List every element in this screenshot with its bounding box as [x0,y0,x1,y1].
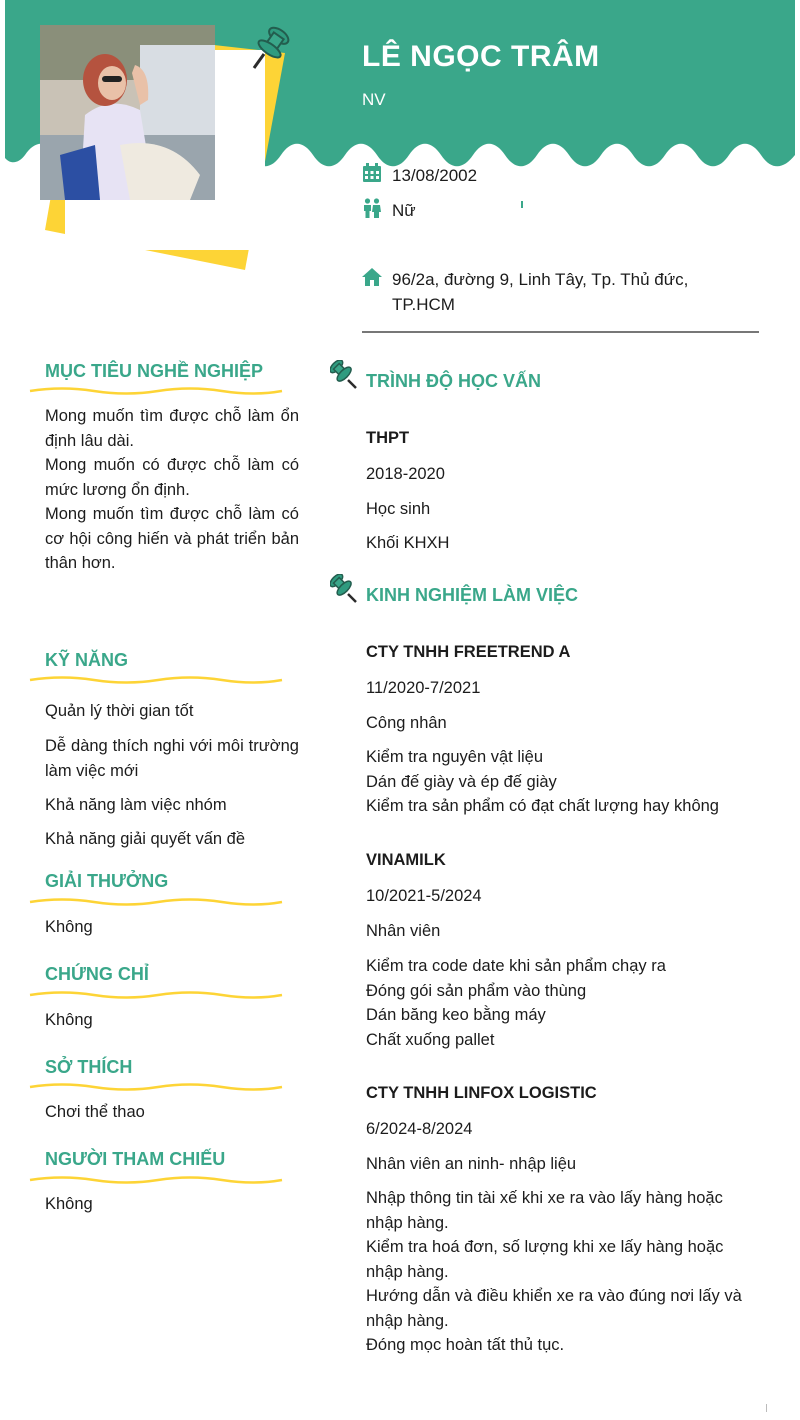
heading-underline [28,989,284,1001]
education-role: Học sinh [366,500,431,518]
education-period: 2018-2020 [366,465,445,483]
pushpin-icon [330,360,360,390]
skill-item: Quản lý thời gian tốt [45,702,194,720]
skill-item: Khả năng làm việc nhóm [45,796,227,814]
job-duty: Kiểm tra sản phẩm có đạt chất lượng hay không [366,797,719,815]
gender-value: Nữ [392,201,416,220]
job-duties [366,745,756,819]
job-duty: Hướng dẫn và điều khiển xe ra vào đúng nơi lấy và nhập hàng. [366,1287,742,1330]
heading-underline [28,674,284,686]
job-company: CTY TNHH LINFOX LOGISTIC [366,1084,597,1102]
job-duty: Kiểm tra hoá đơn, số lượng khi xe lấy hàng hoặc nhập hàng. [366,1238,724,1281]
objective-text [45,404,299,576]
awards-heading: GIẢI THƯỞNG [45,871,169,891]
experience-heading: KINH NGHIỆM LÀM VIỆC [366,585,579,605]
address-value: 96/2a, đường 9, Linh Tây, Tp. Thủ đức, TP.HCM [392,270,689,314]
certificates-value: Không [45,1011,93,1029]
job-duty: Đóng mọc hoàn tất thủ tục. [366,1336,565,1354]
home-icon [362,267,382,287]
education-school: THPT [366,429,410,447]
pushpin-icon [248,24,293,74]
skill-item: Dễ dàng thích nghi với môi trường làm việc mới [45,737,299,780]
people-icon [362,198,382,218]
cursor-mark [521,201,523,208]
hobbies-value: Chơi thể thao [45,1103,145,1121]
job-duty: Nhập thông tin tài xế khi xe ra vào lấy hàng hoặc nhập hàng. [366,1189,723,1232]
job-role: Công nhân [366,714,447,732]
references-heading: NGƯỜI THAM CHIẾU [45,1149,226,1169]
job-role: Nhân viên an ninh- nhập liệu [366,1155,577,1173]
job-duties [366,1186,746,1358]
hobbies-heading: SỞ THÍCH [45,1057,133,1077]
job-duty: Dán băng keo bằng máy [366,1006,546,1024]
education-heading: TRÌNH ĐỘ HỌC VẤN [366,371,541,391]
candidate-name: LÊ NGỌC TRÂM [362,40,600,73]
profile-photo [40,25,215,200]
objective-line: Mong muốn tìm được chỗ làm ổn định lâu dài. [45,407,299,450]
heading-underline [28,1174,284,1186]
objective-line: Mong muốn tìm được chỗ làm có cơ hội công hiến và phát triển bản thân hơn. [45,505,299,572]
job-duty: Dán đế giày và ép đế giày [366,772,557,791]
references-value: Không [45,1195,93,1213]
heading-underline [28,896,284,908]
objective-line: Mong muốn có được chỗ làm có mức lương ổn định. [45,456,299,499]
job-duties [366,954,756,1052]
heading-underline [28,1081,284,1093]
job-period: 10/2021-5/2024 [366,887,482,905]
candidate-position: NV [362,90,386,109]
job-company: VINAMILK [366,851,446,869]
awards-value: Không [45,918,93,936]
job-role: Nhân viên [366,922,441,940]
job-duty: Kiểm tra code date khi sản phẩm chạy ra [366,957,666,975]
pushpin-icon [330,574,360,604]
job-duty: Chất xuống pallet [366,1030,495,1049]
skill-item: Khả năng giải quyết vấn đề [45,830,245,848]
contact-divider [362,331,759,333]
skills-heading: KỸ NĂNG [45,650,129,670]
job-period: 6/2024-8/2024 [366,1120,473,1138]
job-period: 11/2020-7/2021 [366,679,481,697]
certificates-heading: CHỨNG CHỈ [45,964,149,984]
birthdate-value: 13/08/2002 [392,166,478,185]
calendar-icon [362,163,382,183]
page-edge-mark [766,1404,767,1412]
objective-heading: MỤC TIÊU NGHỀ NGHIỆP [45,361,264,381]
heading-underline [28,385,284,397]
job-company: CTY TNHH FREETREND A [366,643,571,661]
job-duty: Đóng gói sản phẩm vào thùng [366,981,587,1000]
education-detail: Khối KHXH [366,534,450,552]
job-duty: Kiểm tra nguyên vật liệu [366,748,544,766]
